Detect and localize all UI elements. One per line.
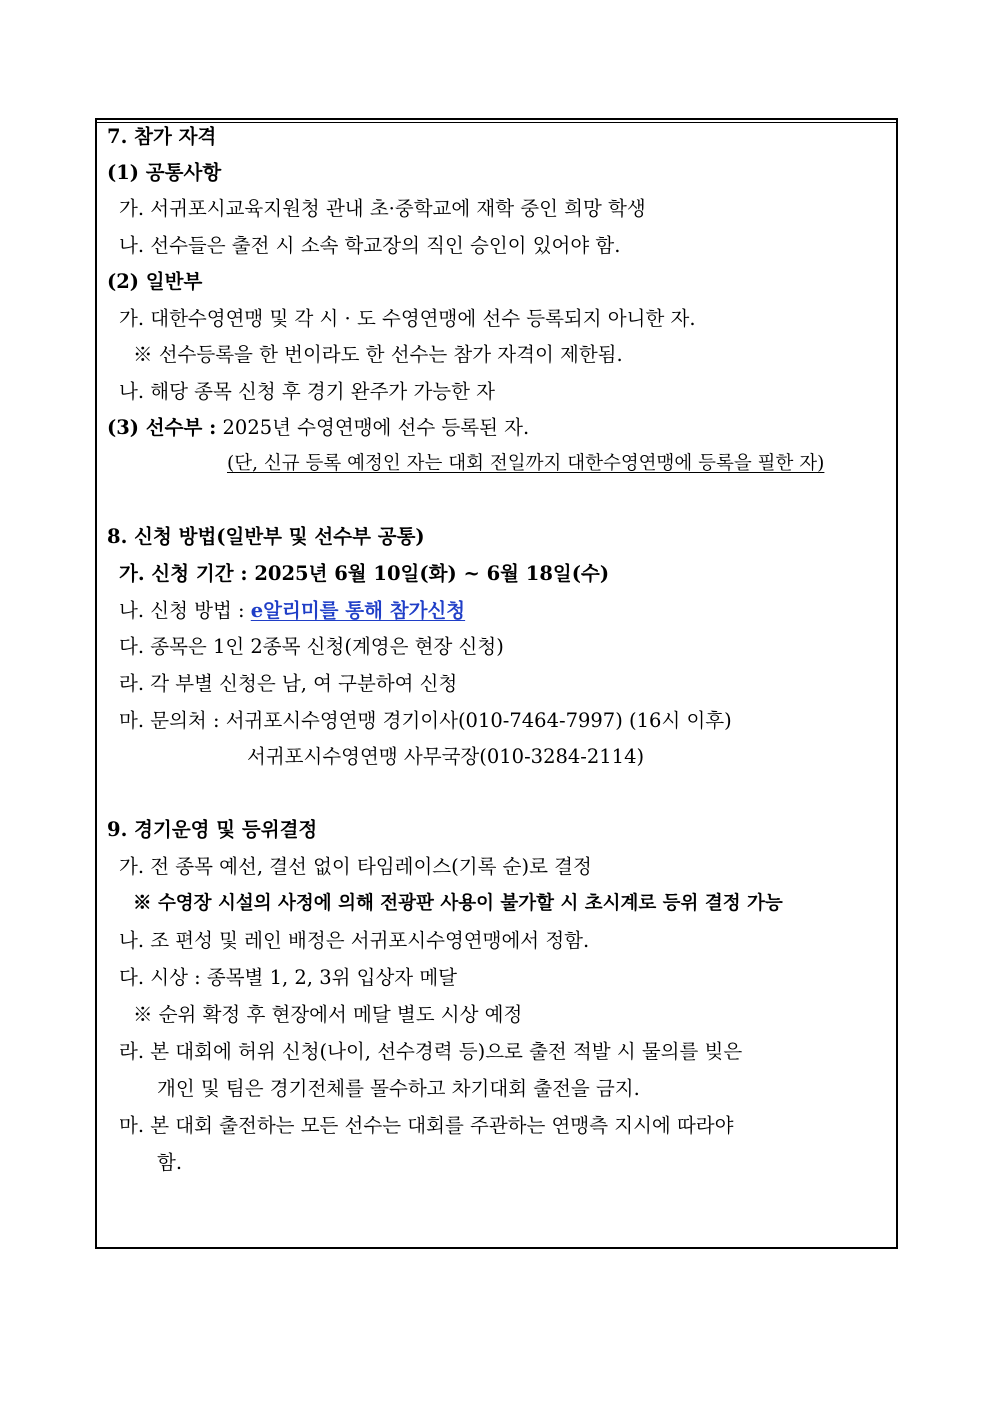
apply-events: 다. 종목은 1인 2종목 신청(계영은 현장 신청) — [119, 635, 504, 658]
section-8-title: 8. 신청 방법(일반부 및 선수부 공통) — [107, 525, 425, 548]
general-item-a: 가. 대한수영연맹 및 각 시 · 도 수영연맹에 선수 등록되지 아니한 자. — [119, 307, 696, 330]
common-item-b: 나. 선수들은 출전 시 소속 학교장의 직인 승인이 있어야 함. — [119, 234, 621, 257]
general-heading: (2) 일반부 — [107, 270, 203, 293]
e-alimi-link[interactable]: e알리미를 통해 참가신청 — [250, 599, 466, 622]
contact-line-1: 마. 문의처 : 서귀포시수영연맹 경기이사(010-7464-7997) (16시 이후) — [119, 709, 732, 732]
contact-line-2: 서귀포시수영연맹 사무국장(010-3284-2114) — [247, 745, 645, 768]
award-note: ※ 순위 확정 후 현장에서 메달 별도 시상 예정 — [133, 1003, 523, 1026]
apply-method-line — [119, 598, 465, 624]
apply-gender: 라. 각 부별 신청은 남, 여 구분하여 신청 — [119, 672, 458, 695]
section-9-title: 9. 경기운영 및 등위결정 — [107, 818, 318, 841]
general-item-b: 나. 해당 종목 신청 후 경기 완주가 가능한 자 — [119, 380, 496, 403]
award-item-c: 다. 시상 : 종목별 1, 2, 3위 입상자 메달 — [119, 966, 458, 989]
section-7-title: 7. 참가 자격 — [107, 125, 217, 148]
athlete-text: 2025년 수영연맹에 선수 등록된 자. — [222, 416, 530, 439]
penalty-line-1: 라. 본 대회에 허위 신청(나이, 선수경력 등)으로 출전 적발 시 물의를 빚은 — [119, 1040, 743, 1063]
document-frame — [95, 118, 898, 1249]
compliance-line-2: 함. — [157, 1151, 183, 1174]
penalty-line-2: 개인 및 팀은 경기전체를 몰수하고 차기대회 출전을 금지. — [157, 1077, 640, 1100]
compliance-line-1: 마. 본 대회 출전하는 모든 선수는 대회를 주관하는 연맹측 지시에 따라야 — [119, 1114, 734, 1137]
athlete-note: (단, 신규 등록 예정인 자는 대회 전일까지 대한수영연맹에 등록을 필한 자) — [227, 453, 825, 474]
apply-period: 가. 신청 기간 : 2025년 6월 10일(화) ~ 6월 18일(수) — [119, 562, 610, 585]
general-note: ※ 선수등록을 한 번이라도 한 선수는 참가 자격이 제한됨. — [133, 343, 623, 366]
operation-item-a: 가. 전 종목 예선, 결선 없이 타임레이스(기록 순)로 결정 — [119, 855, 592, 878]
operation-note-1: ※ 수영장 시설의 사정에 의해 전광판 사용이 불가할 시 초시계로 등위 결정 가능 — [133, 893, 783, 914]
athlete-label: (3) 선수부 : — [107, 416, 217, 439]
common-heading: (1) 공통사항 — [107, 161, 222, 184]
common-item-a: 가. 서귀포시교육지원청 관내 초·중학교에 재학 중인 희망 학생 — [119, 197, 646, 220]
athlete-line — [107, 415, 529, 441]
apply-method-label: 나. 신청 방법 : — [119, 599, 245, 622]
operation-item-b: 나. 조 편성 및 레인 배정은 서귀포시수영연맹에서 정함. — [119, 929, 590, 952]
